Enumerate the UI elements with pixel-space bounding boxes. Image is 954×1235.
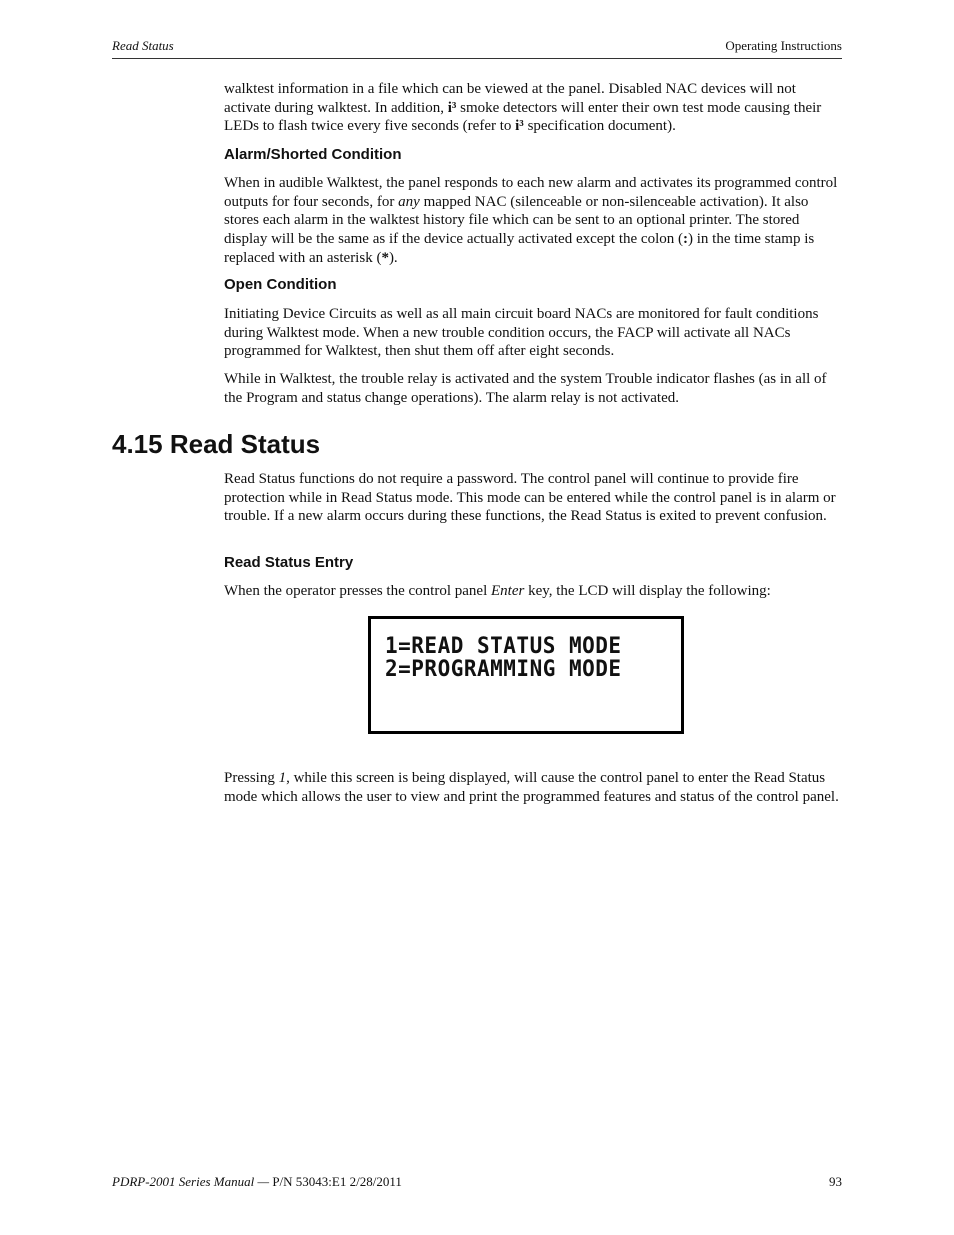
alarm-shorted-paragraph: When in audible Walktest, the panel responds to each new alarm and activates its programmed control outputs for four seconds, for any mapped NAC (silenceable or non-silenceable activation). It also stores each alarm in the walktest history file which can be sent to an optional printer. The stored display will be the same as if the device actually activated except the colon (:) in the time stamp is replaced with an asterisk (*). — [224, 175, 838, 266]
section-title: 4.15 Read Status — [112, 429, 321, 459]
i3-brand: i³ — [515, 118, 524, 135]
pressing-paragraph: Pressing 1, while this screen is being displayed, will cause the control panel to enter the Read Status mode which allows the user to view and print the programmed features and status of the control panel. — [224, 770, 839, 805]
lcd-line-2: 2=PROGRAMMING MODE — [385, 655, 622, 682]
intro-paragraph: walktest information in a file which can be viewed at the panel. Disabled NAC devices will not activate during walktest. In addition, i³ smoke detectors will enter their own test mode causing their LEDs to flash twice every five seconds (refer to i³ specification document). — [224, 81, 822, 135]
running-header-chapter: Operating Instructions — [725, 38, 842, 53]
footer-manual-info: PDRP-2001 Series Manual — P/N 53043:E1 2/28/2011 — [112, 1174, 402, 1189]
read-status-entry-heading: Read Status Entry — [224, 554, 354, 571]
open-condition-paragraph-1: Initiating Device Circuits as well as all main circuit board NACs are monitored for fault conditions during Walktest mode. When a new trouble condition occurs, the FACP will activate all NACs programmed for Walktest, then shut them off after eight seconds. — [224, 306, 819, 360]
lcd-line-1: 1=READ STATUS MODE — [385, 632, 622, 659]
enter-key-label: Enter — [490, 583, 525, 599]
i3-brand: i³ — [447, 99, 457, 116]
read-status-entry-paragraph: When the operator presses the control panel Enter key, the LCD will display the following: — [224, 583, 771, 599]
alarm-shorted-heading: Alarm/Shorted Condition — [224, 146, 402, 163]
running-header-title: Read Status — [112, 38, 174, 53]
header-rule — [112, 58, 842, 59]
open-condition-heading: Open Condition — [224, 276, 337, 293]
page-number: 93 — [829, 1174, 842, 1189]
read-status-paragraph: Read Status functions do not require a password. The control panel will continue to provide fire protection while in Read Status mode. This mode can be entered while the control panel is in alarm or trouble. If a new alarm occurs during these functions, the Read Status is exited to prevent confusion. — [224, 471, 836, 525]
open-condition-paragraph-2: While in Walktest, the trouble relay is activated and the system Trouble indicator flashes (as in all of the Program and status change operations). The alarm relay is not activated. — [224, 371, 827, 406]
lcd-display — [368, 616, 684, 734]
key-1-label: 1 — [278, 770, 287, 786]
